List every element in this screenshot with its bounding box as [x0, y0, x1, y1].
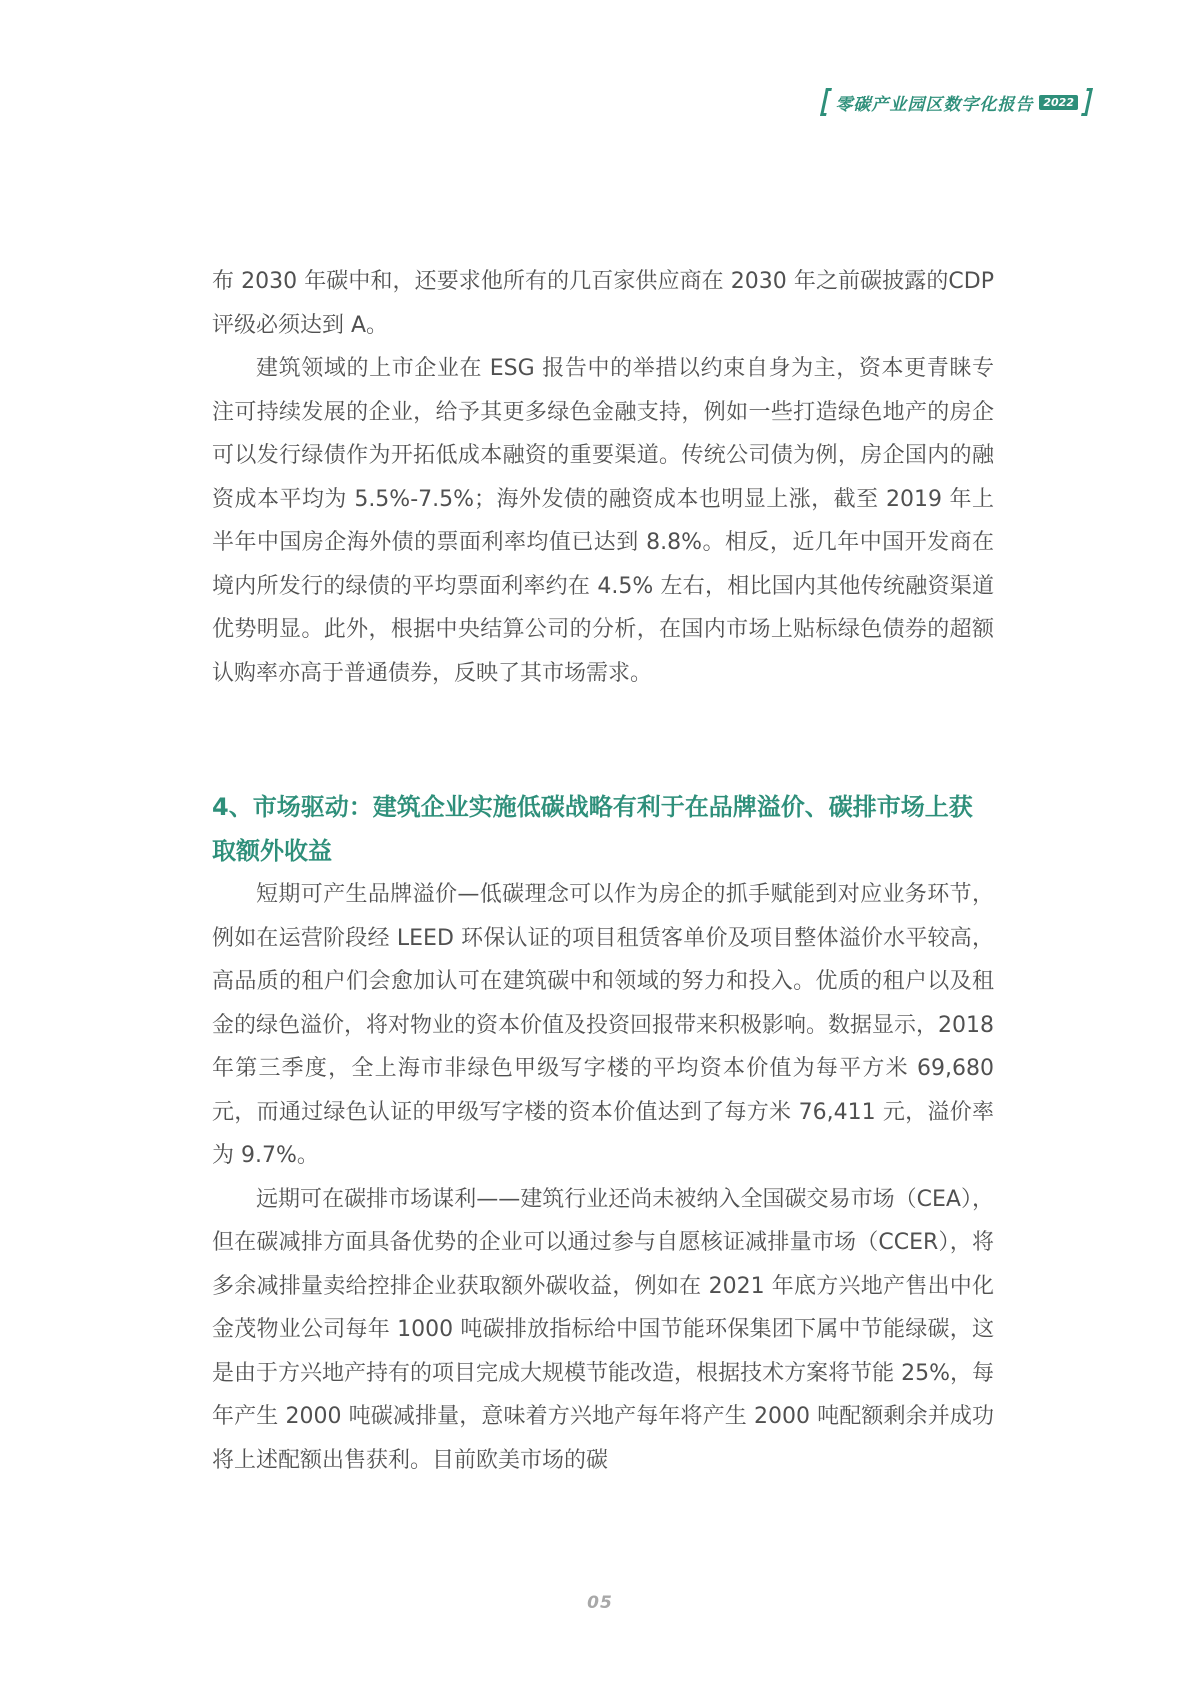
report-year-badge: 2022	[1039, 95, 1078, 110]
header-left-bracket	[820, 88, 832, 116]
section-spacer	[212, 695, 994, 785]
header-right-bracket	[1081, 88, 1093, 116]
page-content	[212, 260, 994, 1482]
report-header	[823, 88, 1090, 116]
report-title: 零碳产业园区数字化报告	[835, 94, 1034, 115]
body-paragraph-carbon-market: 远期可在碳排市场谋利——建筑行业还尚未被纳入全国碳交易市场（CEA），但在碳减排方面具备优势的企业可以通过参与自愿核证减排量市场（CCER），将多余减排量卖给控排企业获取额外碳收益，例如在 2021 年底方兴地产售出中化金茂物业公司每年 1000 吨碳排放指标给中国节能环保集团下属中节能绿碳，这是由于方兴地产持有的项目完成大规模节能改造，根据技术方案将节能 25%，每年产生 2000 吨碳减排量，意味着方兴地产每年将产生 2000 吨配额剩余并成功将上述配额出售获利。目前欧美市场的碳	[212, 1186, 994, 1473]
section-heading: 4、市场驱动：建筑企业实施低碳战略有利于在品牌溢价、碳排市场上获取额外收益	[212, 793, 973, 865]
body-paragraph-esg: 建筑领域的上市企业在 ESG 报告中的举措以约束自身为主，资本更青睐专注可持续发展的企业，给予其更多绿色金融支持，例如一些打造绿色地产的房企可以发行绿债作为开拓低成本融资的重要渠道。传统公司债为例，房企国内的融资成本平均为 5.5%-7.5%；海外发债的融资成本也明显上涨，截至 2019 年上半年中国房企海外债的票面利率均值已达到 8.8%。相反，近几年中国开发商在境内所发行的绿债的平均票面利率约在 4.5% 左右，相比国内其他传统融资渠道优势明显。此外，根据中央结算公司的分析，在国内市场上贴标绿色债券的超额认购率亦高于普通债券，反映了其市场需求。	[212, 356, 994, 686]
page-number: 05	[587, 1593, 613, 1613]
body-paragraph-continued: 布 2030 年碳中和，还要求他所有的几百家供应商在 2030 年之前碳披露的CDP 评级必须达到 A。	[212, 269, 994, 338]
body-paragraph-brand-premium: 短期可产生品牌溢价—低碳理念可以作为房企的抓手赋能到对应业务环节，例如在运营阶段经 LEED 环保认证的项目租赁客单价及项目整体溢价水平较高，高品质的租户们会愈加认可在建筑碳中和领域的努力和投入。优质的租户以及租金的绿色溢价，将对物业的资本价值及投资回报带来积极影响。数据显示，2018 年第三季度，全上海市非绿色甲级写字楼的平均资本价值为每平方米 69,680 元，而通过绿色认证的甲级写字楼的资本价值达到了每方米 76,411 元，溢价率为 9.7%。	[212, 882, 994, 1168]
